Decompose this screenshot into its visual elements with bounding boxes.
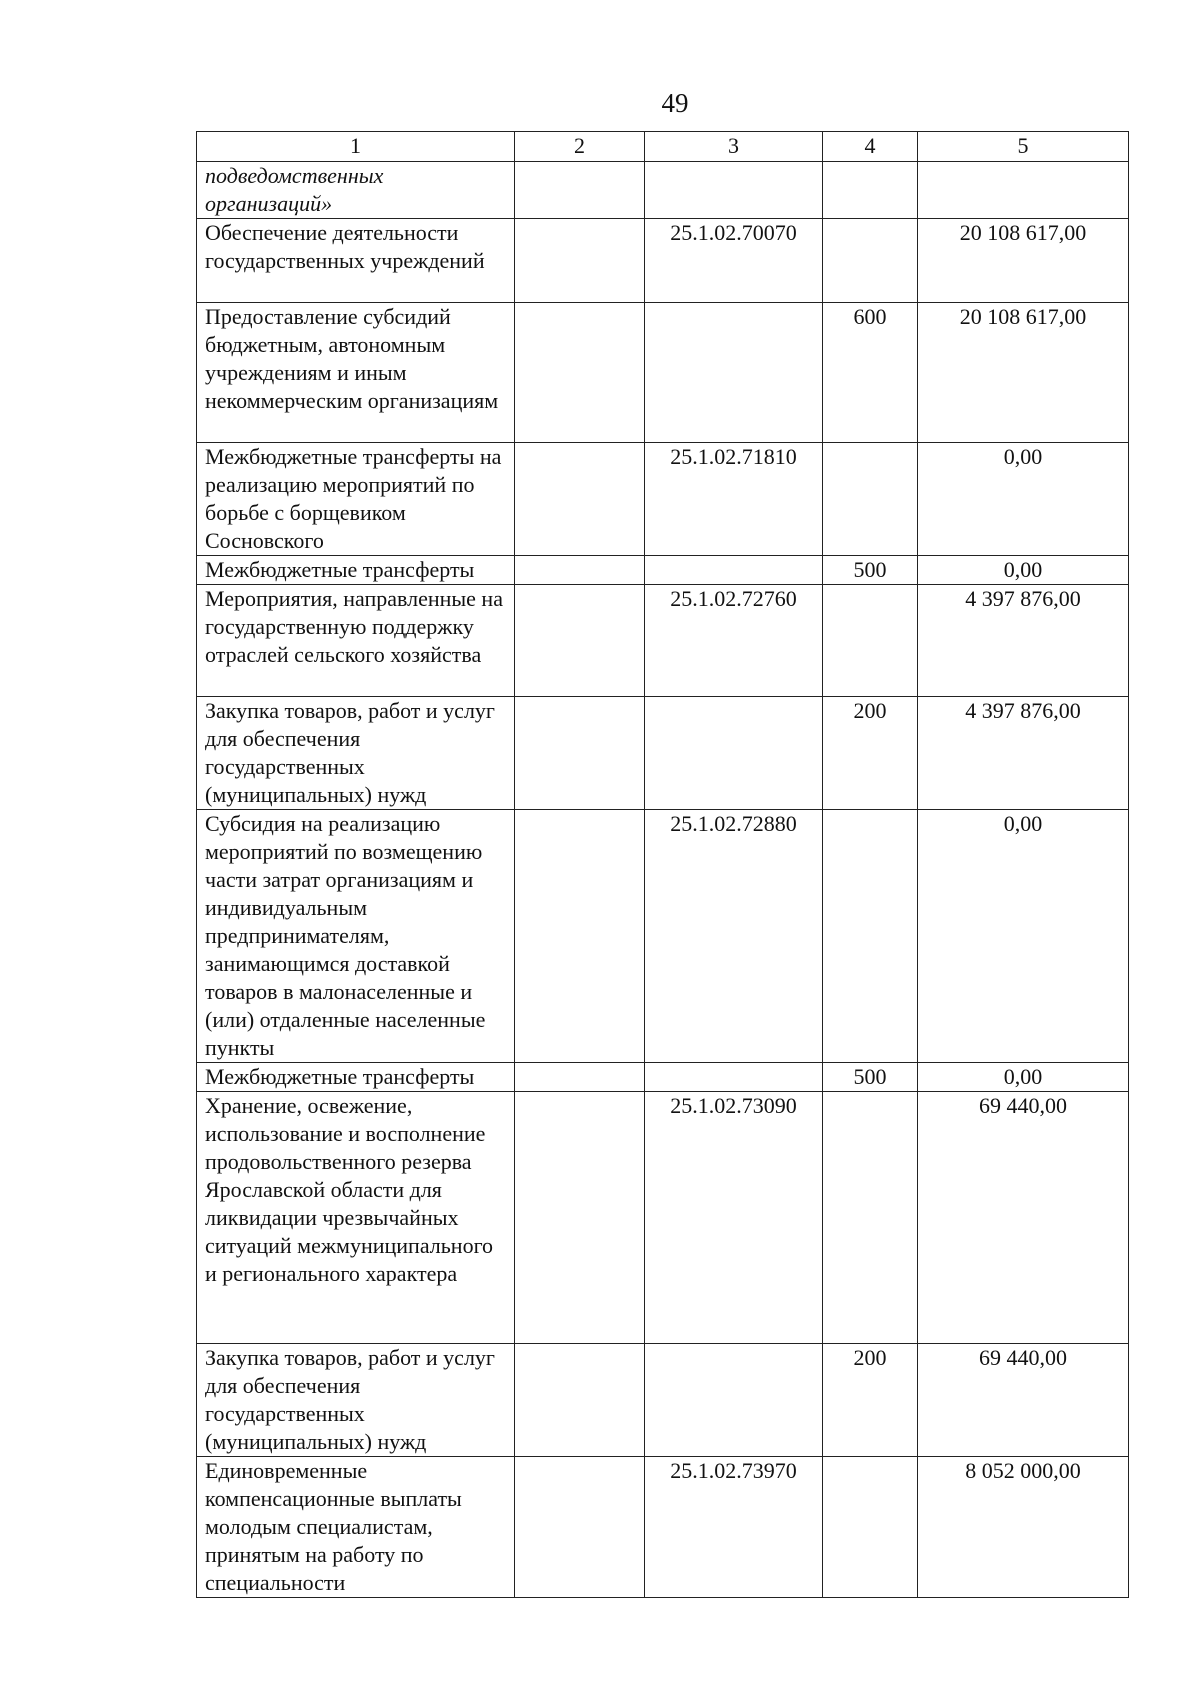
row-kind: 500	[823, 556, 918, 585]
row-name: Единовременные компенсационные выплаты молодым специалистам, принятым на работу по специальности	[197, 1457, 515, 1598]
row-col2	[515, 303, 645, 443]
row-name: Предоставление субсидий бюджетным, автономным учреждениям и иным некоммерческим организациям	[197, 303, 515, 443]
row-kind: 200	[823, 697, 918, 810]
row-code	[645, 1344, 823, 1457]
row-col2	[515, 1457, 645, 1598]
row-col2	[515, 585, 645, 697]
row-name: Закупка товаров, работ и услуг для обеспечения государственных (муниципальных) нужд	[197, 1344, 515, 1457]
row-sum: 69 440,00	[918, 1344, 1129, 1457]
row-kind	[823, 1092, 918, 1344]
row-code	[645, 556, 823, 585]
row-kind	[823, 1457, 918, 1598]
table-row	[197, 1457, 1129, 1598]
column-header: 5	[918, 132, 1129, 162]
row-name: подведомственных организаций»	[197, 162, 515, 219]
row-col2	[515, 1344, 645, 1457]
table-row	[197, 219, 1129, 303]
row-name: Межбюджетные трансферты	[197, 1063, 515, 1092]
page-number: 49	[661, 88, 689, 118]
row-code	[645, 1063, 823, 1092]
row-sum: 4 397 876,00	[918, 697, 1129, 810]
row-kind: 600	[823, 303, 918, 443]
column-header: 2	[515, 132, 645, 162]
row-sum: 20 108 617,00	[918, 219, 1129, 303]
row-col2	[515, 1063, 645, 1092]
column-header: 1	[197, 132, 515, 162]
table-row	[197, 697, 1129, 810]
row-sum: 0,00	[918, 556, 1129, 585]
row-code	[645, 697, 823, 810]
row-sum: 8 052 000,00	[918, 1457, 1129, 1598]
table-row	[197, 1344, 1129, 1457]
row-kind	[823, 810, 918, 1063]
row-code: 25.1.02.73970	[645, 1457, 823, 1598]
row-code	[645, 162, 823, 219]
row-code: 25.1.02.72880	[645, 810, 823, 1063]
row-code: 25.1.02.71810	[645, 443, 823, 556]
row-col2	[515, 219, 645, 303]
row-sum: 0,00	[918, 1063, 1129, 1092]
table-row	[197, 585, 1129, 697]
table-row	[197, 556, 1129, 585]
row-name: Субсидия на реализацию мероприятий по возмещению части затрат организациям и индивидуальным предпринимателям, занимающимся доставкой товаров в малонаселенные и (или) отдаленные населенные пункты	[197, 810, 515, 1063]
row-col2	[515, 162, 645, 219]
table-row	[197, 1092, 1129, 1344]
row-name: Обеспечение деятельности государственных учреждений	[197, 219, 515, 303]
row-code: 25.1.02.72760	[645, 585, 823, 697]
row-name: Хранение, освежение, использование и восполнение продовольственного резерва Ярославской области для ликвидации чрезвычайных ситуаций межмуниципального и регионального характера	[197, 1092, 515, 1344]
row-kind	[823, 585, 918, 697]
row-kind: 200	[823, 1344, 918, 1457]
row-kind	[823, 162, 918, 219]
budget-table	[196, 131, 1129, 1598]
row-col2	[515, 697, 645, 810]
row-col2	[515, 810, 645, 1063]
row-sum: 0,00	[918, 443, 1129, 556]
row-kind	[823, 219, 918, 303]
row-sum: 20 108 617,00	[918, 303, 1129, 443]
column-header: 3	[645, 132, 823, 162]
table-row	[197, 303, 1129, 443]
row-col2	[515, 556, 645, 585]
row-code	[645, 303, 823, 443]
row-col2	[515, 1092, 645, 1344]
table-header-row	[197, 132, 1129, 162]
row-sum: 0,00	[918, 810, 1129, 1063]
row-code: 25.1.02.73090	[645, 1092, 823, 1344]
row-sum: 69 440,00	[918, 1092, 1129, 1344]
row-col2	[515, 443, 645, 556]
row-sum: 4 397 876,00	[918, 585, 1129, 697]
row-kind: 500	[823, 1063, 918, 1092]
column-header: 4	[823, 132, 918, 162]
table-row	[197, 162, 1129, 219]
row-name: Мероприятия, направленные на государственную поддержку отраслей сельского хозяйства	[197, 585, 515, 697]
row-kind	[823, 443, 918, 556]
row-sum	[918, 162, 1129, 219]
table-row	[197, 810, 1129, 1063]
row-name: Закупка товаров, работ и услуг для обеспечения государственных (муниципальных) нужд	[197, 697, 515, 810]
table-row	[197, 1063, 1129, 1092]
row-name: Межбюджетные трансферты	[197, 556, 515, 585]
table-row	[197, 443, 1129, 556]
row-code: 25.1.02.70070	[645, 219, 823, 303]
row-name: Межбюджетные трансферты на реализацию мероприятий по борьбе с борщевиком Сосновского	[197, 443, 515, 556]
